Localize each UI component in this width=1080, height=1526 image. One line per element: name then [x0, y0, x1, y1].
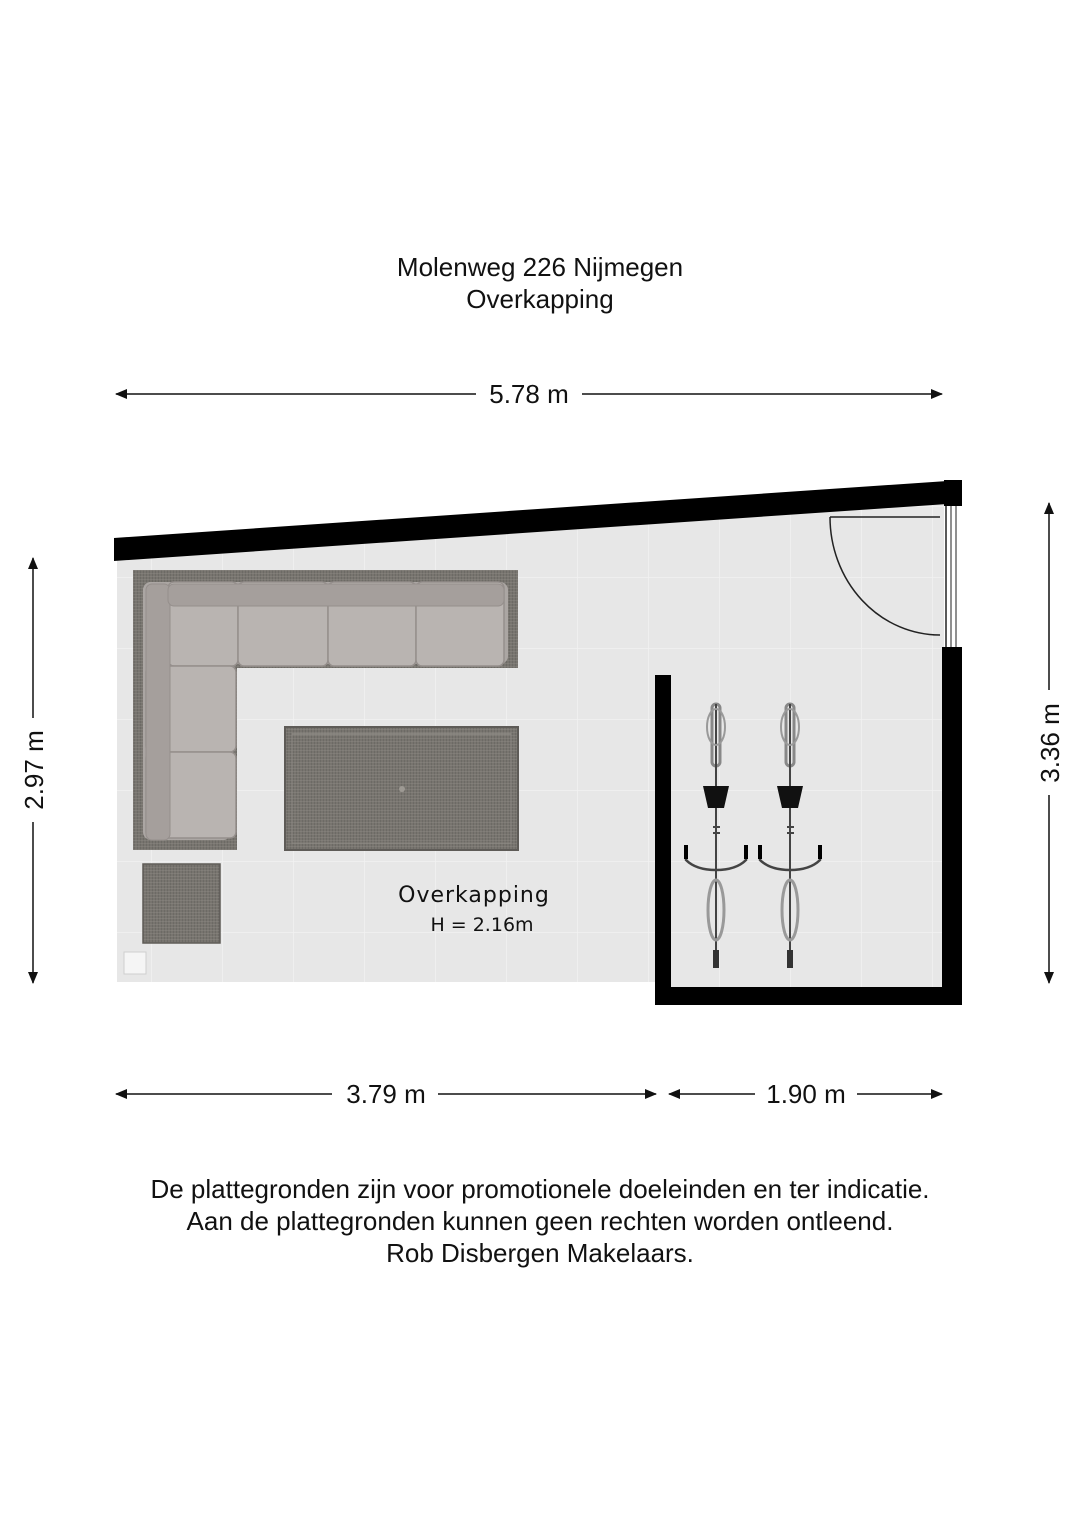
lounge-table: [285, 727, 518, 850]
dimension-right-height-label: 3.36 m: [1035, 703, 1065, 783]
plan-floor-title: Overkapping: [466, 284, 614, 314]
dimension-bottom-left-label: 3.79 m: [346, 1079, 426, 1109]
room-name-label: Overkapping: [398, 883, 550, 908]
disclaimer-line-1: De plattegronden zijn voor promotionele doeleinden en ter indicatie.: [150, 1174, 930, 1204]
floor-area: [117, 488, 962, 990]
right-wall-upper: [944, 480, 962, 506]
disclaimer-line-2: Aan de plattegronden kunnen geen rechten worden ontleend.: [186, 1206, 894, 1236]
dimension-bottom-right: [669, 1079, 942, 1109]
dimension-top-width-label: 5.78 m: [489, 379, 569, 409]
disclaimer: [0, 1173, 1080, 1269]
dimension-bottom-right-label: 1.90 m: [766, 1079, 846, 1109]
dimension-right-height: [1035, 503, 1065, 983]
storage-left-wall: [655, 675, 671, 1005]
dimension-left-height-label: 2.97 m: [19, 730, 49, 810]
room-height-label: H = 2.16m: [430, 914, 534, 936]
floor-drain: [124, 952, 146, 974]
plan-address-title: Molenweg 226 Nijmegen: [396, 252, 684, 282]
dimension-bottom-left: [116, 1079, 656, 1109]
ottoman: [143, 864, 220, 943]
disclaimer-line-3: Rob Disbergen Makelaars.: [386, 1238, 694, 1268]
dimension-left-height: [19, 558, 49, 983]
dimension-top-width: [116, 379, 942, 409]
right-wall-lower: [942, 647, 962, 1005]
storage-bottom-wall: [655, 987, 962, 1005]
